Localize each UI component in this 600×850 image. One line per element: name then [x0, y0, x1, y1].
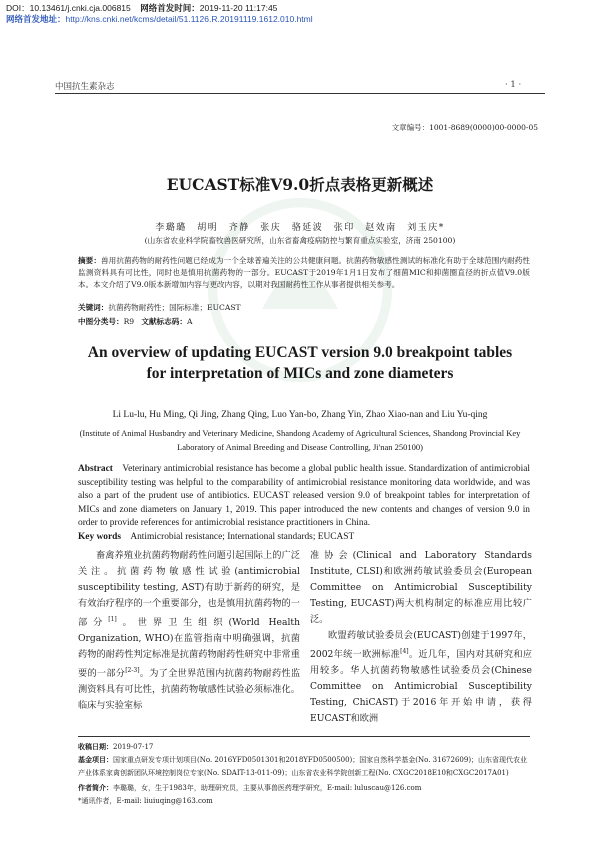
keywords-chinese: [78, 302, 241, 313]
body-text: 。为了全世界范围内抗菌药物耐药性监测资料具有可比性，抗菌药物敏感性试验必须标准化。临床与实验室标: [78, 668, 301, 712]
pubtime-label: 网络首发时间：: [140, 3, 200, 13]
affiliation-english: (Institute of Animal Husbandry and Veterinary Medicine, Shandong Academy of Agricultural Sciences, Shandong Provincial Key Laboratory of Animal Breeding and Disease Controlling, Ji'nan 250100): [79, 428, 521, 452]
body-text: 。世界卫生组织(World Health Organization, WHO)在监管指南中明确强调，抗菌药物的耐药性判定标准是抗菌药物耐药性研究中非常重要的一部分: [78, 617, 301, 680]
body-paragraph: 准协会(Clinical and Laboratory Standards Institute, CLSI)和欧洲药敏试验委员会(European Committee on Antimicrobial Susceptibility Testing, EUCAST)两大机构制定的标准应用比较广泛。: [310, 550, 532, 625]
classification-chinese: [78, 316, 192, 327]
citation: [4]: [400, 648, 409, 655]
fund-text: 国家重点研发专项计划项目(No. 2016YFD0501301和2018YFD0500500)；国家自然科学基金(No. 31672609)；山东省现代农业产业体系家禽创新团队环境控制岗位专家(No. SDAIT-13-011-09)；山东省农业科学院创新工程(No. CXGC2018E10和CXGC2017A01): [78, 756, 528, 777]
journal-name: 中国抗生素杂志: [55, 82, 115, 92]
url-link[interactable]: http://kns.cnki.net/kcms/detail/51.1126.R.20191119.1612.010.html: [65, 14, 313, 24]
clc-value: R9: [123, 317, 135, 326]
keywords-en-text: Antimicrobial resistance; International standards; EUCAST: [130, 532, 355, 542]
abstract-chinese: [78, 255, 530, 291]
received-date: 2019-07-17: [113, 743, 154, 751]
top-meta-line-1: [6, 3, 277, 14]
footnote-rule: [78, 736, 530, 737]
abstract-en-label: Abstract: [78, 464, 113, 474]
title-chinese: EUCAST标准V9.0折点表格更新概述: [166, 175, 434, 194]
affiliation-chinese: (山东省农业科学院畜牧兽医研究所，山东省畜禽疫病防控与繁育重点实验室，济南 250100): [144, 236, 456, 245]
clc-label: 中图分类号：: [78, 317, 124, 326]
body-column-left: [78, 548, 300, 714]
body-text: 畜禽养殖业抗菌药物耐药性问题引起国际上的广泛关注。抗菌药物敏感性试验(antimicrobial susceptibility testing, AST)有助于新药的研究，是有效治疗程序的一个重要部分，也是慎用抗菌药物的一部分: [78, 550, 300, 629]
title-english: [0, 342, 600, 384]
url-label: 网络首发地址：: [6, 14, 66, 24]
top-meta-line-2: [6, 14, 313, 25]
pubtime-value: 2019-11-20 11:17:45: [199, 3, 278, 13]
citation: [1]: [108, 616, 117, 623]
body-text: 。近几年，国内对其研究和应用较多。华人抗菌药物敏感性试验委员会(Chinese Committee on Antimicrobial Susceptibility Testing, ChiCAST)于2016年开始申请，获得EUCAST和欧洲: [310, 649, 532, 725]
author-bio-label: 作者简介：: [78, 783, 113, 792]
title-en-line-2: for interpretation of MICs and zone diameters: [146, 365, 454, 382]
doc-code-value: A: [186, 317, 193, 326]
doi-value: 10.13461/j.cnki.cja.006815: [29, 3, 131, 13]
footnote-corresponding: *通讯作者，E-mail: liuiuqing@163.com: [78, 797, 213, 805]
abstract-english: [78, 463, 530, 531]
abstract-cn-text: 兽用抗菌药物的耐药性问题已经成为一个全球普遍关注的公共健康问题。抗菌药物敏感性测试的标准化有助于全球范围内耐药性监测资料具有可比性，同时也是慎用抗菌药物的一部分。EUCAST于2019年1月1日发布了细菌MIC和抑菌圈直径的折点值V9.0版本。本文介绍了V9.0版本新增加内容与更改内容，以期对我国耐药性工作从事者提供相关参考。: [78, 256, 531, 289]
fund-label: 基金项目：: [78, 755, 113, 764]
authors-english: Li Lu-lu, Hu Ming, Qi Jing, Zhang Qing, Luo Yan-bo, Zhang Yin, Zhao Xiao-nan and Liu Yu-qing: [112, 410, 488, 420]
article-number: 文章编号：1001-8689(0000)00-0000-05: [391, 123, 538, 132]
doi-label: DOI：: [6, 3, 30, 13]
citation: [2-3]: [125, 667, 140, 675]
keywords-en-label: Key words: [78, 532, 121, 542]
abstract-en-text: Veterinary antimicrobial resistance has become a global public health issue. Standardization of antimicrobial susceptibility testing was helpful to the comparability of antimicrobial resistance monitoring data worldwide, and was also a part of the prudent use of antibiotics. EUCAST released version 9.0 of breakpoint tables for interpretation of MICs and zone diameters on January 1, 2019. This paper introduced the new contents and changes of version 9.0 in order to provide references for antimicrobial resistance practitioners in China.: [78, 464, 530, 528]
keywords-cn-text: 抗菌药物耐药性；国际标准；EUCAST: [108, 303, 241, 312]
keywords-cn-label: 关键词：: [78, 303, 109, 312]
body-paragraph: [310, 628, 532, 727]
footnote-fund: [78, 753, 530, 780]
header-rule: [55, 93, 545, 94]
authors-chinese: 李璐璐 胡明 齐静 张庆 骆延波 张印 赵效南 刘玉庆*: [155, 223, 445, 233]
doc-code-label: 文献标志码：: [141, 317, 187, 326]
received-label: 收稿日期：: [78, 742, 113, 751]
body-column-right: [310, 548, 532, 727]
keywords-english: [78, 532, 354, 542]
footnote-received: [78, 740, 530, 754]
title-en-line-1: An overview of updating EUCAST version 9.0 breakpoint tables: [87, 344, 513, 361]
body-paragraph: [78, 548, 300, 714]
abstract-cn-label: 摘要：: [78, 256, 101, 265]
page-number: · 1 ·: [505, 80, 522, 90]
footnote-author: [78, 781, 530, 795]
body-text: 欧盟药敏试验委员会(EUCAST)创建于1997年，2002年统一欧洲标准: [310, 630, 532, 661]
author-bio-text: 李璐璐，女，生于1983年，助理研究员，主要从事兽医药理学研究，E-mail: luluscau@126.com: [113, 784, 422, 792]
